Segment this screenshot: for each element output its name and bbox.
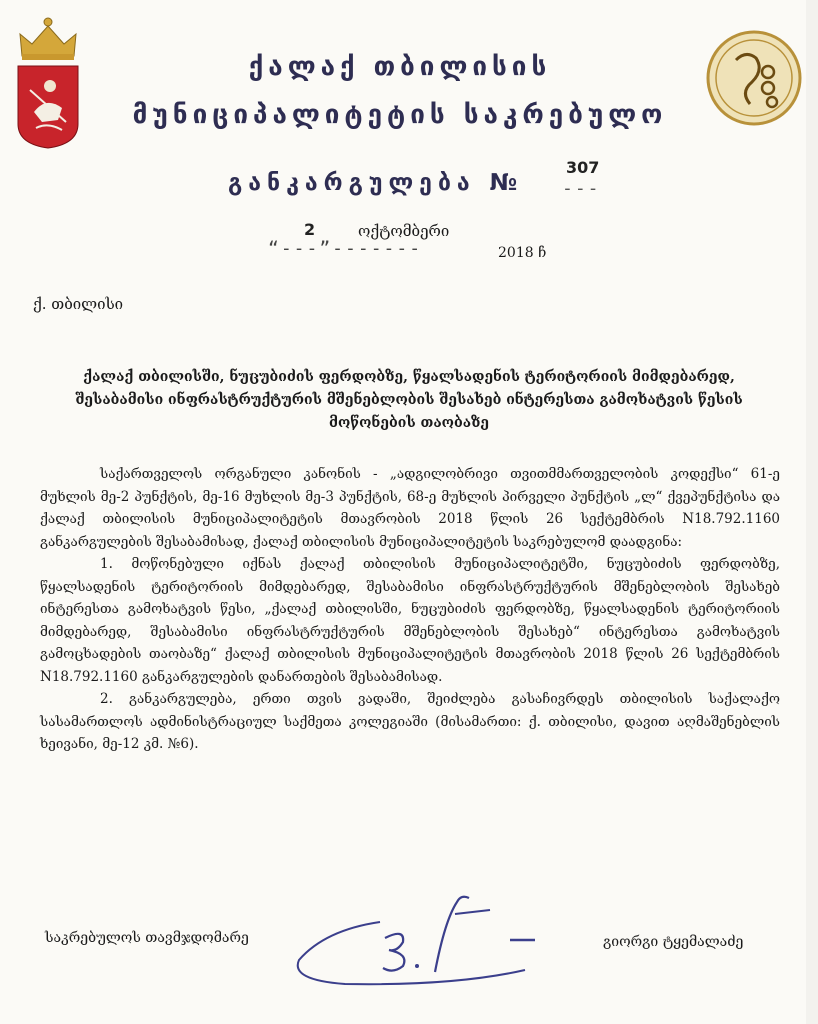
place-of-issue: ქ. თბილისი (33, 295, 124, 313)
scan-edge (806, 0, 818, 1024)
decree-body (40, 463, 780, 756)
handwritten-signature (285, 880, 585, 990)
council-title-line2: მუნიციპალიტეტის საკრებულო (132, 100, 668, 130)
body-item-2: 2. განკარგულება, ერთი თვის ვადაში, შეიძლება გასაჩივრდეს თბილისის საქალაქო სასამართლოს ადმინისტრაციულ საქმეთა კოლეგიაში (მისამართი: ქ. თბილისი, დავით აღმაშენებლის ხეივანი, მე-12 კმ. №6). (40, 691, 780, 752)
signatory-title: საკრებულოს თავმჯდომარე (45, 930, 249, 946)
decree-number: 307 (566, 158, 600, 177)
signatory-name: გიორგი ტყემალაძე (603, 934, 744, 950)
date-dashes: “---”------- (268, 238, 423, 259)
decree-number-dashes: --- (562, 178, 601, 199)
decree-month: ოქტომბერი (358, 222, 450, 240)
decree-subject: ქალაქ თბილისში, ნუცუბიძის ფერდობზე, წყალსადენის ტერიტორიის მიმდებარედ, შესაბამისი ინფრასტრუქტურის მშენებლობის შესახებ ინტერესთა გამოხატვის წესის მოწონების თაობაზე (75, 369, 743, 431)
decree-label: განკარგულება № (228, 170, 524, 196)
body-item-1: 1. მოწონებული იქნას ქალაქ თბილისის მუნიციპალიტეტში, ნუცუბიძის ფერდობზე, წყალსადენის ტერიტორიის მიმდებარედ, შესაბამისი ინფრასტრუქტურის მშენებლობის შესახებ ინტერესთა გამოხატვის წესი, „ქალაქ თბილისში, ნუცუბიძის ფერდობზე, წყალსადენის ტერიტორიის მიმდებარედ, შესაბამისი ინფრასტრუქტურის მშენებლობის შესახებ“ ინტერესთა გამოხატვის გამოცხადების თაობაზე“ ქალაქ თბილისის მუნიციპალიტეტის მთავრობის 2018 წლის 26 სექტემბრის N18.792.1160 განკარგულების დანართების შესაბამისად. (40, 556, 780, 685)
decree-day: 2 (304, 220, 316, 239)
body-intro: საქართველოს ორგანული კანონის - „ადგილობრივი თვითმმართველობის კოდექსი“ 61-ე მუხლის მე-2 პუნქტის, მე-16 მუხლის მე-3 პუნქტის, 68-ე მუხლის პირველი პუნქტის „ლ“ ქვეპუნქტისა და ქალაქ თბილისის მუნიციპალიტეტის მთავრობის 2018 წლის 26 სექტემბრის N18.792.1160 განკარგულების შესაბამისად, ქალაქ თბილისის მუნიციპალიტეტის საკრებულომ დაადგინა: (40, 466, 780, 550)
decree-year: 2018 ჩ (498, 245, 547, 261)
seal-icon (706, 30, 802, 126)
council-title-line1: ქალაქ თბილისის (248, 52, 552, 82)
coat-of-arms-icon (12, 12, 84, 150)
